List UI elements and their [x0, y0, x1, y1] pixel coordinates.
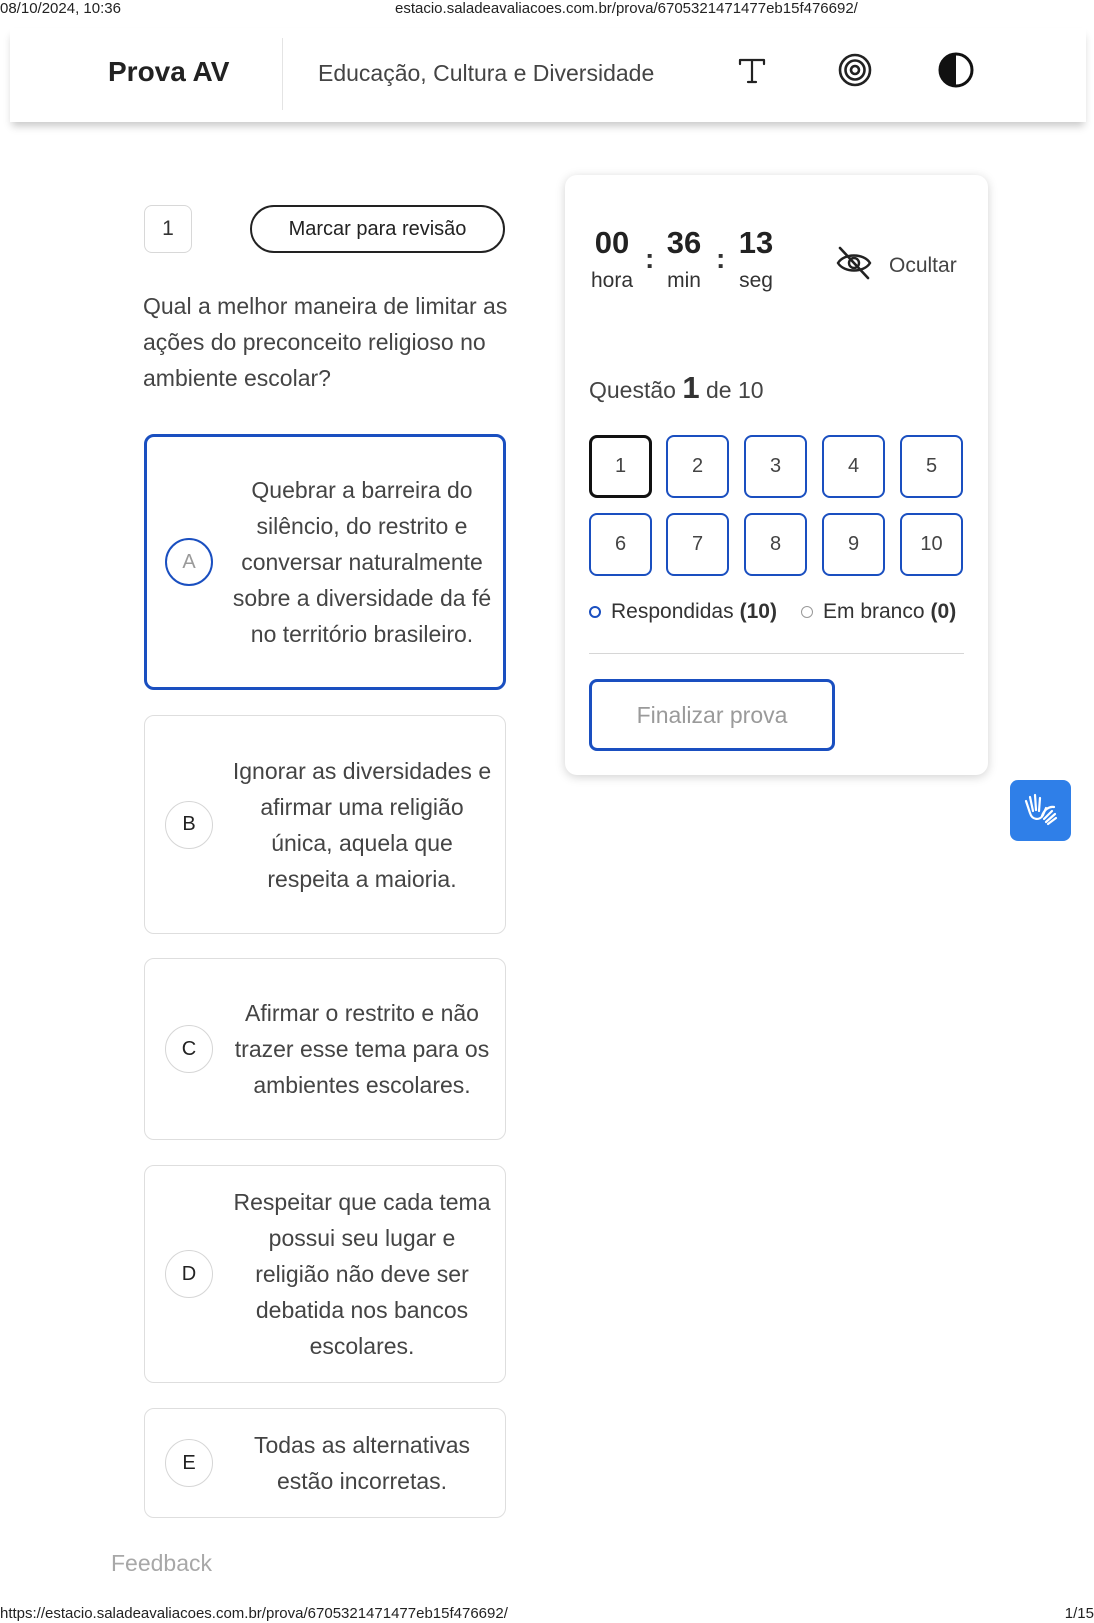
question-nav-button[interactable]: 5: [900, 435, 963, 498]
option-text: Todas as alternativas estão incorretas.: [253, 1432, 471, 1494]
timer-hours-value: 00: [594, 225, 630, 260]
question-nav-button[interactable]: 10: [900, 513, 963, 576]
option-letter: B: [165, 801, 213, 849]
question-nav-button[interactable]: 1: [589, 435, 652, 498]
legend-answered: [589, 600, 777, 624]
answered-dot-icon: [589, 606, 601, 618]
option-a[interactable]: [144, 434, 506, 690]
progress-suffix: de 10: [705, 377, 764, 403]
brand-title: Prova AV: [108, 56, 230, 87]
option-text: Quebrar a barreira do silêncio, do restrito e conversar naturalmente sobre a diversidade da fé no território brasileiro.: [232, 477, 492, 647]
option-text: Respeitar que cada tema possui seu lugar e religião não deve ser debatida nos bancos escolares.: [233, 1189, 491, 1359]
sign-language-button[interactable]: [1010, 780, 1071, 841]
question-nav-button[interactable]: 2: [666, 435, 729, 498]
option-text: Afirmar o restrito e não trazer esse tema para os ambientes escolares.: [234, 1000, 490, 1098]
timer-hours-label: hora: [590, 269, 634, 292]
timer-minutes: [661, 225, 707, 293]
question-text: Qual a melhor maneira de limitar as ações do preconceito religioso no ambiente escolar?: [143, 293, 508, 391]
print-footer-url: https://estacio.saladeavaliacoes.com.br/prova/6705321471477eb15f476692/: [0, 1605, 508, 1622]
option-letter: E: [165, 1439, 213, 1487]
print-url: estacio.saladeavaliacoes.com.br/prova/6705321471477eb15f476692/: [395, 0, 858, 17]
feedback-link[interactable]: Feedback: [111, 1550, 213, 1576]
exam-panel: [565, 175, 988, 775]
print-page-number: 1/15: [1064, 1605, 1094, 1622]
question-progress: [589, 370, 764, 406]
timer-separator: :: [645, 243, 655, 274]
answered-count: (10): [739, 600, 777, 623]
blank-count: (0): [930, 600, 957, 623]
blank-dot-icon: [801, 606, 813, 618]
hide-timer-toggle[interactable]: [835, 245, 957, 286]
timer-minutes-label: min: [667, 269, 701, 292]
print-datetime: 08/10/2024, 10:36: [0, 0, 121, 17]
question-nav-button[interactable]: 3: [744, 435, 807, 498]
timer-hours: [589, 225, 635, 293]
print-header: [0, 0, 1094, 16]
timer-separator: :: [716, 243, 726, 274]
option-e[interactable]: [144, 1408, 506, 1518]
option-letter: D: [165, 1250, 213, 1298]
panel-divider: [589, 653, 964, 654]
legend-blank: [801, 600, 956, 624]
progress-current: 1: [682, 370, 700, 405]
text-size-icon[interactable]: [732, 50, 772, 90]
target-icon[interactable]: [835, 50, 875, 90]
print-footer: [0, 1605, 1094, 1623]
sign-language-hands-icon: [1022, 789, 1060, 832]
timer-seconds: [733, 225, 779, 293]
question-nav-button[interactable]: 7: [666, 513, 729, 576]
timer-minutes-value: 36: [666, 225, 702, 260]
question-nav-button[interactable]: 8: [744, 513, 807, 576]
timer-seconds-label: seg: [739, 269, 773, 292]
eye-slash-icon: [835, 245, 873, 286]
contrast-icon[interactable]: [936, 50, 976, 90]
header-divider: [282, 38, 283, 110]
option-letter: C: [165, 1025, 213, 1073]
option-text: Ignorar as diversidades e afirmar uma religião única, aquela que respeita a maioria.: [232, 757, 492, 892]
question-nav-button[interactable]: 6: [589, 513, 652, 576]
hide-timer-label: Ocultar: [889, 253, 957, 277]
question-number: 1: [144, 205, 192, 253]
timer-seconds-value: 13: [738, 225, 774, 260]
answered-label: Respondidas: [611, 600, 734, 623]
blank-label: Em branco: [823, 600, 925, 623]
option-c[interactable]: [144, 958, 506, 1140]
app-header: [10, 28, 1086, 122]
mark-for-review-button[interactable]: Marcar para revisão: [250, 205, 505, 253]
progress-prefix: Questão: [589, 377, 676, 403]
course-title: Educação, Cultura e Diversidade: [318, 60, 655, 86]
question-nav-button[interactable]: 4: [822, 435, 885, 498]
option-letter: A: [165, 538, 213, 586]
option-b[interactable]: [144, 715, 506, 934]
finish-exam-button[interactable]: Finalizar prova: [589, 679, 835, 751]
option-d[interactable]: [144, 1165, 506, 1383]
question-nav-button[interactable]: 9: [822, 513, 885, 576]
